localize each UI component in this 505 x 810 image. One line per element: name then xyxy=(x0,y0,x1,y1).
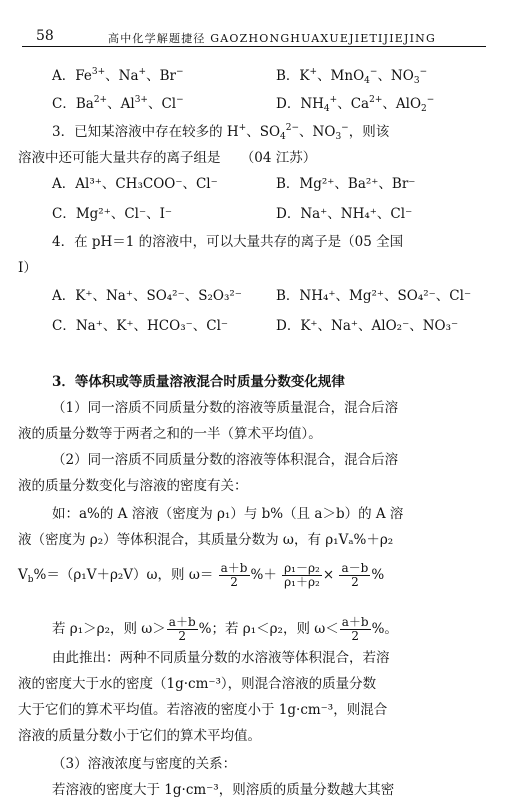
q4-stem-line2: Ⅰ） xyxy=(18,260,37,276)
fraction-average: $\frac{a+b}{2}$ xyxy=(220,561,248,589)
q4-option-b: B．NH₄⁺、Mg²⁺、SO₄²⁻、Cl⁻ xyxy=(276,288,472,304)
q3-option-c: C．Mg²⁺、Cl⁻、I⁻ xyxy=(52,206,173,222)
example-line2: 液（密度为 ρ₂）等体积混合，其质量分数为 ω，有 ρ₁Vₐ%＋ρ₂ xyxy=(18,532,394,548)
page-number: 58 xyxy=(36,28,54,44)
q2-option-b: B．K+、MnO$_4$−、$NO_3^-$ xyxy=(276,67,428,86)
conclusion-line2: 液的密度大于水的密度（1g·cm⁻³），则混合溶液的质量分数 xyxy=(18,676,377,692)
para1-line1: （1）同一溶质不同质量分数的溶液等质量混合，混合后溶 xyxy=(52,400,399,416)
q4-option-d: D．K⁺、Na⁺、AlO₂⁻、NO₃⁻ xyxy=(276,318,459,334)
q2-option-c: C．$Ba^{2+}$、$Al^{3+}$、Cl− xyxy=(52,95,184,112)
para3-line: （3）溶液浓度与密度的关系： xyxy=(52,756,237,772)
para2-line1: （2）同一溶质不同质量分数的溶液等体积混合，混合后溶 xyxy=(52,452,399,468)
q2-option-d: D．$NH_4^+$、$Ca^{2+}$、AlO$_2$− xyxy=(276,95,435,114)
mixing-equation: $V_b\%=(\rho_1V+\rho_2V)\omega$，则 ω＝ $\frac{a+b}{2}$ %＋ $\frac{\text{ρ₁－ρ₂}}{\text{ρ₁＋ρ₂}}$ × $\frac{a-b}{2}$ % xyxy=(18,561,385,589)
q4-stem-line1: 4．在 pH＝1 的溶液中，可以大量共存的离子是（05 全国 xyxy=(52,234,404,250)
fraction-difference: $\frac{a-b}{2}$ xyxy=(341,561,369,589)
para2-line2: 液的质量分数变化与溶液的密度有关： xyxy=(18,478,248,494)
conclusion-line4: 溶液的质量分数小于它们的算术平均值。 xyxy=(18,728,261,744)
fraction-density: $\frac{\text{ρ₁－ρ₂}}{\text{ρ₁＋ρ₂}}$ xyxy=(284,561,320,589)
density-condition: 若 ρ₁＞ρ₂，则 ω＞ $\frac{a+b}{2}$ %；若 ρ₁＜ρ₂，则 ω＜ $\frac{a+b}{2}$ %。 xyxy=(52,615,398,643)
q3-option-d: D．Na⁺、NH₄⁺、Cl⁻ xyxy=(276,206,413,222)
q3-stem-line1: 3．已知某溶液中存在较多的 H+、$SO_4^{2-}$、$NO_3^-$，则该 xyxy=(52,123,390,142)
q2-option-a: A．$Fe^{3+}$、Na+、Br− xyxy=(52,67,184,84)
q3-stem-line2: 溶液中还可能大量共存的离子组是 （04 江苏） xyxy=(18,150,317,166)
para1-line2: 液的质量分数等于两者之和的一半（算术平均值）。 xyxy=(18,426,322,442)
q4-option-a: A．K⁺、Na⁺、SO₄²⁻、S₂O₃²⁻ xyxy=(52,288,242,304)
q3-option-a: A．Al³⁺、CH₃COO⁻、Cl⁻ xyxy=(52,176,218,192)
conclusion-line3: 大于它们的算术平均值。若溶液的密度小于 1g·cm⁻³，则混合 xyxy=(18,702,388,718)
q4-option-c: C．Na⁺、K⁺、HCO₃⁻、Cl⁻ xyxy=(52,318,229,334)
q3-option-b: B．Mg²⁺、Ba²⁺、Br⁻ xyxy=(276,176,416,192)
example-line1: 如：a%的 A 溶液（密度为 ρ₁）与 b%（且 a＞b）的 A 溶 xyxy=(52,506,404,522)
final-line: 若溶液的密度大于 1g·cm⁻³，则溶质的质量分数越大其密 xyxy=(52,782,395,798)
section-heading: 3．等体积或等质量溶液混合时质量分数变化规律 xyxy=(52,374,345,390)
book-title: 高中化学解题捷径 GAOZHONGHUAXUEJIETIJIEJING xyxy=(108,32,436,45)
page-header xyxy=(22,24,486,47)
conclusion-line1: 由此推出：两种不同质量分数的水溶液等体积混合，若溶 xyxy=(52,650,390,666)
